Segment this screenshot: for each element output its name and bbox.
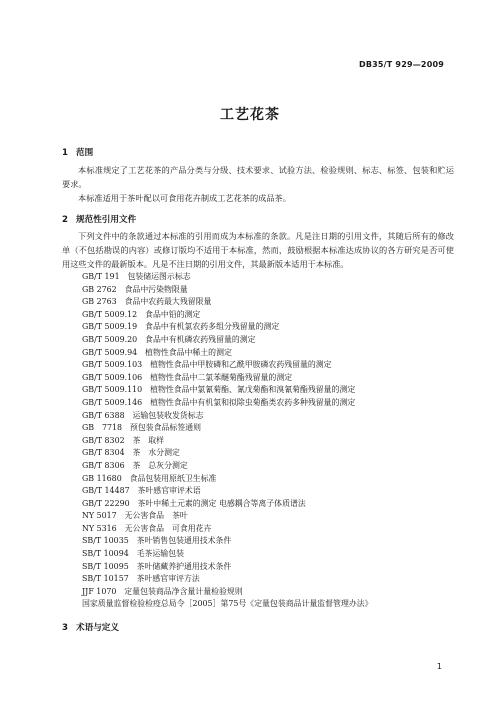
section-number: 1 [62,148,68,158]
reference-item: GB 11680 食品包装用原纸卫生标准 [82,473,217,483]
section-heading-terms [62,621,119,633]
reference-item: JJF 1070 定量包装商品净含量计量检验规则 [82,586,243,596]
reference-item: GB/T 5009.20 食品中有机磷农药残留量的测定 [82,334,256,344]
section-number: 3 [62,623,68,633]
scope-paragraph: 本标准适用于茶叶配以可食用花卉制成工艺花茶的成品茶。 [78,193,291,203]
page-number: 1 [436,662,442,671]
reference-item: GB/T 6388 运输包装收发货标志 [82,410,204,420]
section-heading-scope [62,146,93,158]
reference-item: GB 2763 食品中农药最大残留限量 [82,297,212,307]
reference-item: GB/T 8304 茶 水分测定 [82,448,180,458]
reference-item: GB/T 22290 茶叶中稀土元素的测定 电感耦合等离子体质谱法 [82,498,306,508]
document-number: DB35/T 929—2009 [359,60,444,69]
scope-paragraph: 本标准规定了工艺花茶的产品分类与分级、技术要求、试验方法、检验规则、标志、标签、包装和贮运要求。 [62,165,454,189]
reference-item: GB/T 5009.110 植物性食品中氯氰菊酯、氰戊菊酯和溴氰菊酯残留量的测定 [82,385,356,395]
section-heading-normative-refs [62,213,136,225]
reference-item: GB 7718 预包装食品标签通则 [82,423,201,433]
reference-item: GB/T 8302 茶 取样 [82,435,165,445]
reference-item: GB 2762 食品中污染物限量 [82,284,188,294]
reference-item: 国家质量监督检验检疫总局令［2005］第75号《定量包装商品计量监督管理办法》 [82,599,373,609]
reference-item: GB/T 8306 茶 总灰分测定 [82,460,188,470]
section-title: 范围 [76,148,94,158]
section-title: 规范性引用文件 [76,215,137,225]
reference-item: NY 5017 无公害食品 茶叶 [82,511,188,521]
reference-item: GB/T 5009.106 植物性食品中二氯苯醚菊酯残留量的测定 [82,372,293,382]
reference-list [82,271,373,611]
reference-item: SB/T 10095 茶叶储藏养护通用技术条件 [82,561,232,571]
reference-item: GB/T 5009.19 食品中有机氯农药多组分残留量的测定 [82,322,280,332]
document-title: 工艺花茶 [220,107,280,123]
reference-item: GB/T 5009.12 食品中铅的测定 [82,309,201,319]
reference-item: GB/T 5009.94 植物性食品中稀土的测定 [82,347,232,357]
section-title: 术语与定义 [76,623,119,633]
reference-item: NY 5316 无公害食品 可食用花卉 [82,523,212,533]
reference-item: GB/T 5009.146 植物性食品中有机氯和拟除虫菊酯类农药多种残留量的测定 [82,397,356,407]
reference-item: SB/T 10035 茶叶销售包装通用技术条件 [82,536,232,546]
reference-item: SB/T 10094 毛茶运输包装 [82,549,184,559]
reference-item: GB/T 191 包装储运图示标志 [82,272,191,281]
section-number: 2 [62,215,68,225]
normative-refs-intro: 下列文件中的条款通过本标准的引用而成为本标准的条款。凡是注日期的引用文件，其随后所有的修改单（不包括勘误的内容）或修订版均不适用于本标准，然而，鼓励根据本标准达成协议的各方研究是否可使用这些文件的最新版本。凡是不注日期的引用文件，其最新版本适用于本标准。 [62,231,454,269]
reference-item: SB/T 10157 茶叶感官审评方法 [82,574,200,584]
reference-item: GB/T 5009.103 植物性食品中甲胺磷和乙酰甲胺磷农药残留量的测定 [82,360,332,370]
reference-item: GB/T 14487 茶叶感官审评术语 [82,486,201,496]
